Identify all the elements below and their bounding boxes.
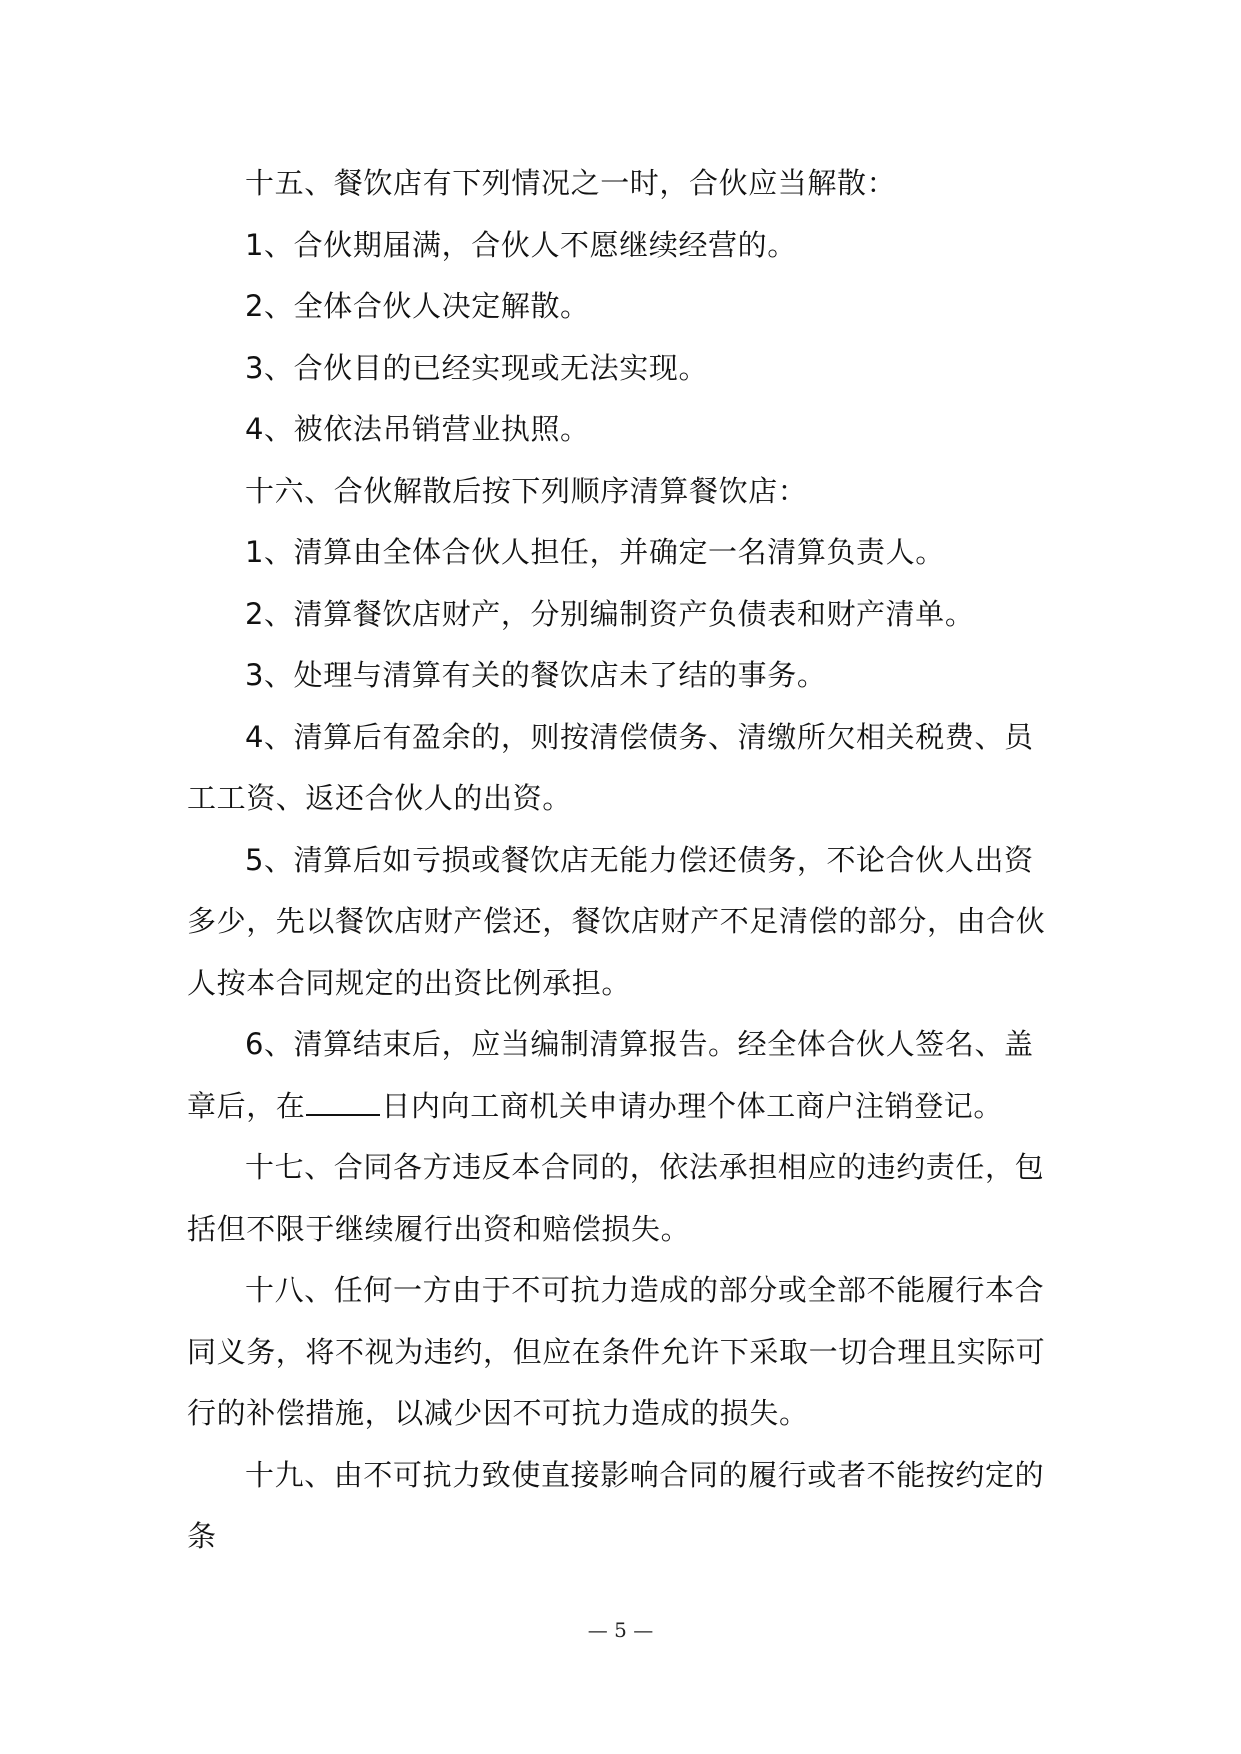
clause-16-item-6-text-after: 日内向工商机关申请办理个体工商户注销登记。 xyxy=(381,1088,1004,1123)
clause-15-item-2: 2、全体合伙人决定解散。 xyxy=(245,289,590,323)
clause-16-item-3: 3、处理与清算有关的餐饮店未了结的事务。 xyxy=(245,658,827,692)
clause-16-item-5: 5、清算后如亏损或餐饮店无能力偿还债务，不论合伙人出资多少，先以餐饮店财产偿还，餐饮店财产不足清偿的部分，由合伙人按本合同规定的出资比例承担。 xyxy=(187,842,1046,1000)
clause-15-item-3: 3、合伙目的已经实现或无法实现。 xyxy=(245,350,709,385)
blank-fill-line xyxy=(306,1114,380,1116)
clause-15-item-1: 1、合伙期届满，合伙人不愿继续经营的。 xyxy=(245,227,797,262)
clause-18: 十八、任何一方由于不可抗力造成的部分或全部不能履行本合同义务，将不视为违约，但应在条件允许下采取一切合理且实际可行的补偿措施，以减少因不可抗力造成的损失。 xyxy=(187,1273,1046,1430)
clause-16-item-6-text-before: 6、清算结束后，应当编制清算报告。经全体合伙人签名、盖章后，在 xyxy=(187,1027,1034,1123)
clause-15-heading: 十五、餐饮店有下列情况之一时，合伙应当解散： xyxy=(245,166,897,200)
clause-16-item-4: 4、清算后有盈余的，则按清偿债务、清缴所欠相关税费、员工工资、返还合伙人的出资。 xyxy=(187,719,1034,815)
clause-15-item-4: 4、被依法吊销营业执照。 xyxy=(245,412,590,446)
clause-19: 十九、由不可抗力致使直接影响合同的履行或者不能按约定的条 xyxy=(187,1457,1045,1553)
clause-16-item-1: 1、清算由全体合伙人担任，并确定一名清算负责人。 xyxy=(245,535,945,569)
clause-16-item-6 xyxy=(187,1014,1053,1137)
page-number: — 5 — xyxy=(587,1618,654,1642)
clause-17: 十七、合同各方违反本合同的，依法承担相应的违约责任，包括但不限于继续履行出资和赔偿损失。 xyxy=(187,1150,1045,1246)
document-body xyxy=(187,153,1053,1568)
clause-16-heading: 十六、合伙解散后按下列顺序清算餐饮店： xyxy=(245,473,808,508)
clause-16-item-2: 2、清算餐饮店财产，分别编制资产负债表和财产清单。 xyxy=(245,596,975,631)
